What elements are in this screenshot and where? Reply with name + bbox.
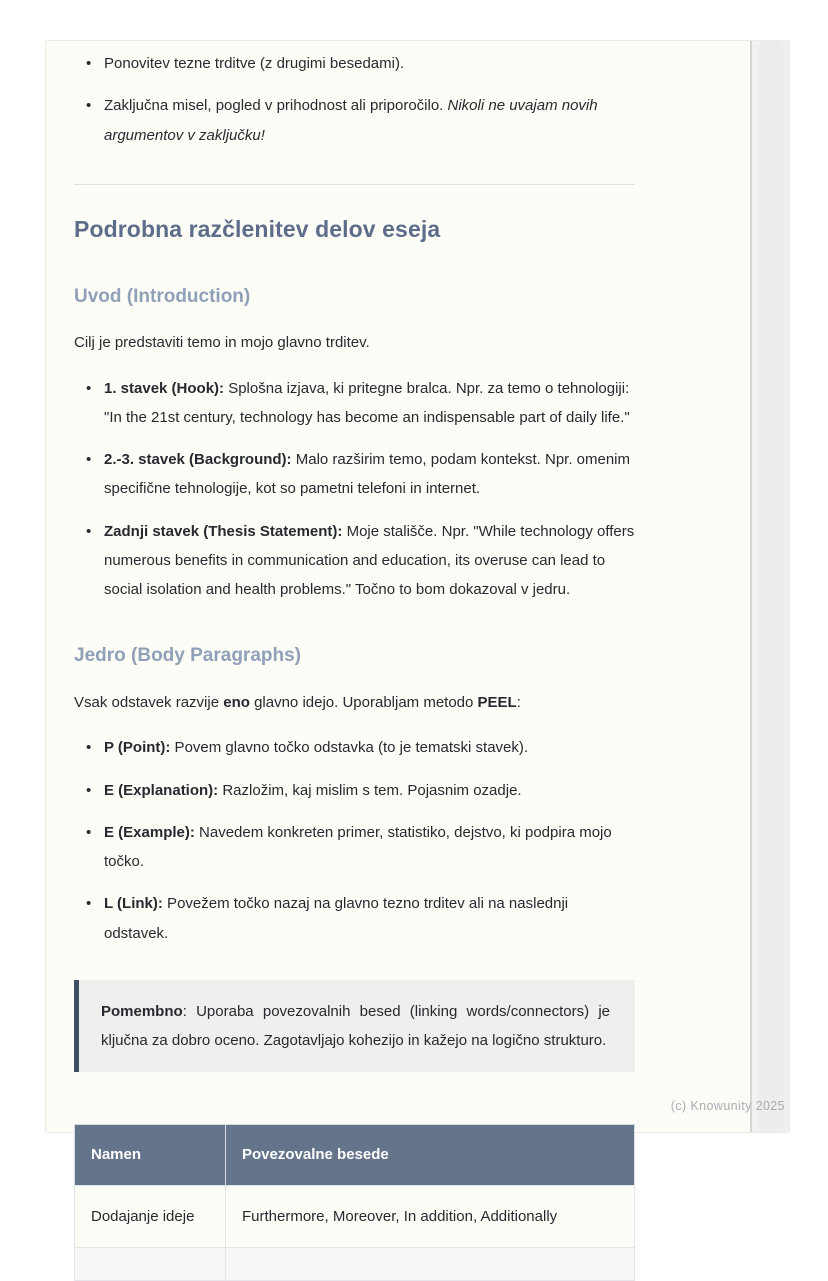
table-cell-besede: Furthermore, Moreover, In addition, Additionally xyxy=(226,1185,635,1247)
list-item xyxy=(74,818,635,877)
list-item-text: Moje stališče. Npr. "While technology offers numerous benefits in communication and education, its overuse can lead to social isolation and health problems." Točno to bom dokazoval v jedru. xyxy=(104,522,635,599)
heading-uvod: Uvod (Introduction) xyxy=(74,285,251,307)
linking-words-table xyxy=(74,1124,635,1281)
list-item-text: Povem glavno točko odstavka (to je tematski stavek). xyxy=(170,739,529,757)
table-cell-empty xyxy=(226,1247,635,1280)
table-header-row xyxy=(75,1125,635,1185)
callout-label: Pomembno xyxy=(101,1002,183,1020)
list-item-label: 2.-3. stavek (Background): xyxy=(104,451,292,469)
lead-text: Vsak odstavek razvije xyxy=(74,694,224,712)
list-item xyxy=(74,445,635,504)
list-item xyxy=(74,91,635,150)
list-item xyxy=(74,733,635,762)
list-item-text: Splošna izjava, ki pritegne bralca. Npr. za temo o tehnologiji: "In the 21st century, technology has become an indispensable part of daily life." xyxy=(104,379,630,426)
heading-jedro: Jedro (Body Paragraphs) xyxy=(74,645,301,667)
list-item xyxy=(74,374,635,433)
list-item-label: P (Point): xyxy=(104,739,171,757)
section-divider xyxy=(74,184,635,185)
table-body xyxy=(75,1185,635,1280)
lead-text: glavno idejo. Uporabljam metodo xyxy=(249,694,478,712)
scrollbar-thumb[interactable] xyxy=(758,41,784,1132)
scrollbar-track[interactable] xyxy=(750,41,789,1132)
list-item xyxy=(74,889,635,948)
table-row xyxy=(75,1185,635,1247)
list-item xyxy=(74,49,635,78)
document-content xyxy=(74,41,635,1281)
list-item-text: Razložim, kaj mislim s tem. Pojasnim ozadje. xyxy=(218,781,522,799)
list-item-label: L (Link): xyxy=(104,895,163,913)
table-header-namen: Namen xyxy=(75,1125,226,1185)
list-item-label: Zadnji stavek (Thesis Statement): xyxy=(104,522,343,540)
copyright-watermark: (c) Knowunity 2025 xyxy=(670,1099,785,1113)
conclusion-bullet-list xyxy=(74,49,635,150)
lead-text: : xyxy=(516,694,521,712)
page-title: Podrobna razčlenitev delov eseja xyxy=(74,215,441,242)
table-cell-empty xyxy=(75,1247,226,1280)
callout-text: : Uporaba povezovalnih besed (linking words/connectors) je ključna za dobro oceno. Zagotavljajo kohezijo in kažejo na logično strukturo. xyxy=(101,1002,610,1050)
intro-lead-paragraph: Cilj je predstaviti temo in mojo glavno trditev. xyxy=(74,334,370,352)
list-item-text: Ponovitev tezne trditve (z drugimi besedami). xyxy=(104,55,405,72)
list-item-label: 1. stavek (Hook): xyxy=(104,379,225,397)
list-item xyxy=(74,517,635,605)
list-item-italic-note: Nikoli ne uvajam novih argumentov v zaključku! xyxy=(104,97,598,144)
jedro-lead-paragraph xyxy=(74,688,635,717)
table-row-partial xyxy=(75,1247,635,1280)
peel-bullet-list xyxy=(74,733,635,948)
lead-bold-eno: eno xyxy=(223,694,250,712)
lead-bold-peel: PEEL xyxy=(477,694,517,712)
document-page xyxy=(45,40,790,1225)
list-item-label: E (Example): xyxy=(104,823,195,841)
list-item xyxy=(74,776,635,805)
list-item-text: Povežem točko nazaj na glavno tezno trditev ali na naslednji odstavek. xyxy=(104,895,569,942)
list-item-label: E (Explanation): xyxy=(104,781,219,799)
list-item-text: Navedem konkreten primer, statistiko, dejstvo, ki podpira mojo točko. xyxy=(104,823,612,871)
table-head xyxy=(75,1125,635,1185)
table-header-besede: Povezovalne besede xyxy=(226,1125,635,1185)
table-cell-namen: Dodajanje ideje xyxy=(75,1185,226,1247)
intro-bullet-list xyxy=(74,374,635,605)
important-callout xyxy=(74,980,635,1073)
list-item-text: Malo razširim temo, podam kontekst. Npr. omenim specifične tehnologije, kot so pametni telefoni in internet. xyxy=(104,451,631,498)
list-item-text: Zaključna misel, pogled v prihodnost ali priporočilo. xyxy=(104,97,448,115)
